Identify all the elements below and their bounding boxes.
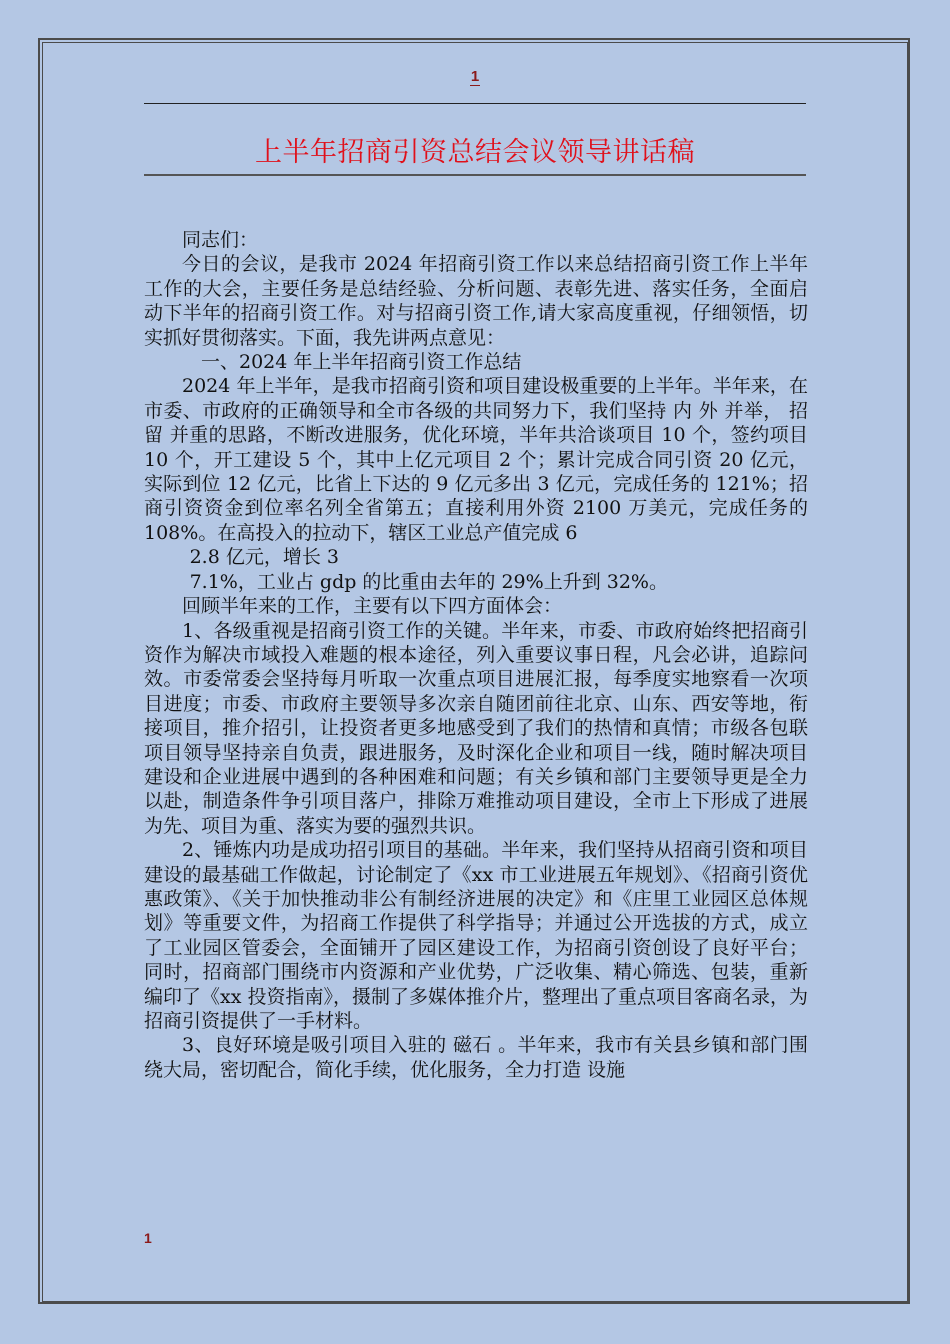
salutation: 同志们：: [182, 229, 259, 251]
paragraph: 3、良好环境是吸引项目入驻的 磁石 。半年来，我市有关县乡镇和部门围绕大局，密切配合，简化手续，优化服务，全力打造 设施: [144, 1034, 808, 1081]
paragraph-fragment: 7.1%，工业占 gdp 的比重由去年的 29%上升到 32%。: [189, 570, 668, 593]
title-divider: [144, 174, 806, 176]
section-heading: 一、2024 年上半年招商引资工作总结: [201, 351, 522, 374]
paragraph: 回顾半年来的工作，主要有以下四方面体会：: [182, 595, 563, 618]
paragraph: 2024 年上半年，是我市招商引资和项目建设极重要的上半年。半年来，在市委、市政府的正确领导和全市各级的共同努力下，我们坚持 内 外 并举， 招 留 并重的思路，不断改进服务，优化环境，半年共洽谈项目 10 个，签约项目 10 个，开工建设 5 个，其中上亿元项目 2 个；累计完成合同引资 20 亿元，实际到位 12 亿元，比省上下达的 9 亿元多出 3 亿元，完成任务的 121%；招商引资资金到位率名列全省第五；直接利用外资 2100 万美元，完成任务的 108%。在高投入的拉动下，辖区工业总产值完成 6: [144, 375, 808, 544]
paragraph: 今日的会议，是我市 2024 年招商引资工作以来总结招商引资工作上半年工作的大会，主要任务是总结经验、分析问题、表彰先进、落实任务，全面启动下半年的招商引资工作。对与招商引资工作,请大家高度重视，仔细领悟，切实抓好贯彻落实。下面，我先讲两点意见：: [144, 253, 808, 349]
paragraph: 2、锤炼内功是成功招引项目的基础。半年来，我们坚持从招商引资和项目建设的最基础工作做起，讨论制定了《xx 市工业进展五年规划》、《招商引资优惠政策》、《关于加快推动非公有制经济进展的决定》和《庄里工业园区总体规划》等重要文件，为招商工作提供了科学指导；并通过公开选拔的方式，成立了工业园区管委会，全面铺开了园区建设工作，为招商引资创设了良好平台；同时，招商部门围绕市内资源和产业优势，广泛收集、精心筛选、包装，重新编印了《xx 投资指南》，摄制了多媒体推介片，整理出了重点项目客商名录，为招商引资提供了一手材料。: [144, 839, 808, 1032]
paragraph-fragment: 2.8 亿元，增长 3: [189, 546, 339, 569]
document-title: 上半年招商引资总结会议领导讲话稿: [255, 137, 695, 168]
header-page-number: 1: [470, 68, 480, 85]
footer-page-number: 1: [144, 1230, 152, 1246]
paragraph: 1、各级重视是招商引资工作的关键。半年来，市委、市政府始终把招商引资作为解决市域投入难题的根本途径，列入重要议事日程，凡会必讲，追踪问效。市委常委会坚持每月听取一次重点项目进展汇报，每季度实地察看一次项目进度；市委、市政府主要领导多次亲自随团前往北京、山东、西安等地，衔接项目，推介招引，让投资者更多地感受到了我们的热情和真情；市级各包联项目领导坚持亲自负责，跟进服务，及时深化企业和项目一线，随时解决项目建设和企业进展中遇到的各种困难和问题；有关乡镇和部门主要领导更是全力以赴，制造条件争引项目落户，排除万难推动项目建设，全市上下形成了进展为先、项目为重、落实为要的强烈共识。: [144, 619, 808, 837]
header-divider: [144, 103, 806, 104]
document-body: [144, 228, 808, 1082]
